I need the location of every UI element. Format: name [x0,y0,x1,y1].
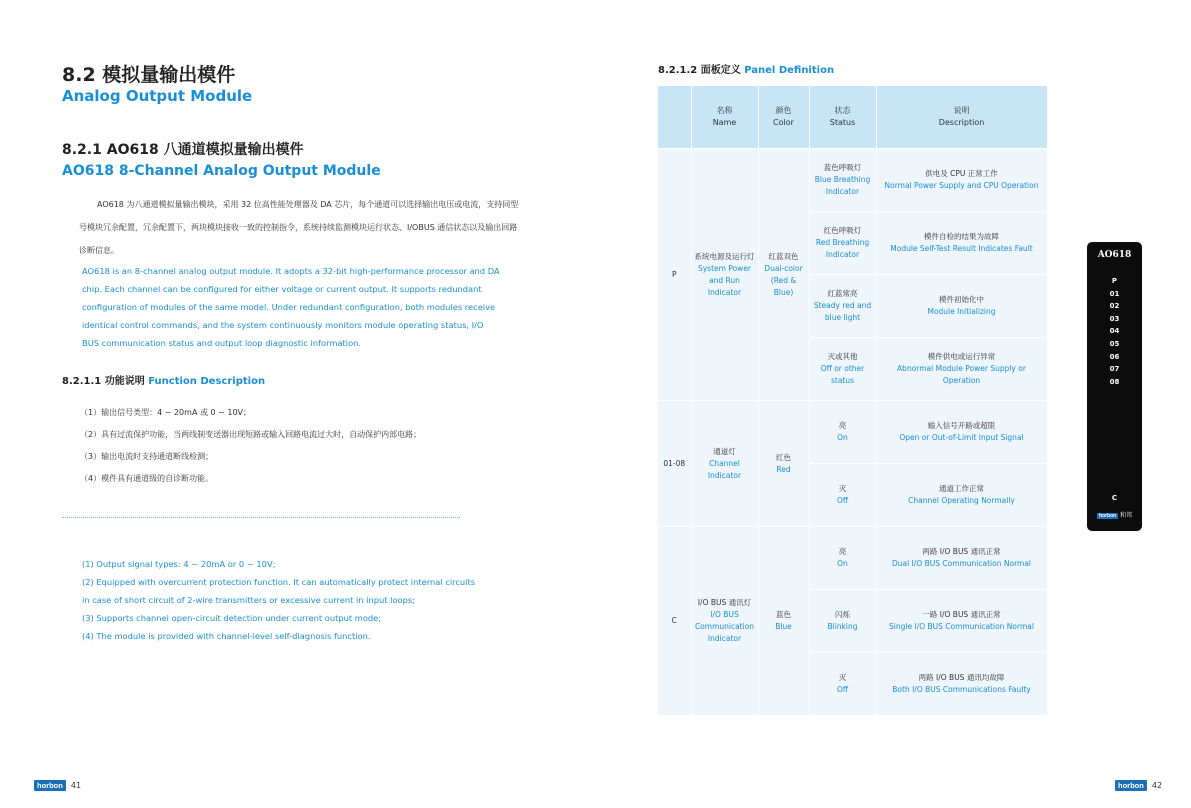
led-label: 01 [1109,289,1120,298]
cell-description: 模件自检的结果为故障 Module Self-Test Result Indicates Fault [876,212,1047,275]
cell-status: 灭 Off [809,464,876,527]
function-list-en [82,555,482,645]
panel-title-cn: 8.2.1.2 面板定义 [658,65,741,76]
led-label: 07 [1109,365,1120,374]
led-label: P [1111,277,1118,285]
function-heading-en: Function Description [148,376,266,387]
cell-status: 闪烁 Blinking [809,590,876,653]
cell-name: I/O BUS 通讯灯 I/O BUS Communication Indicator [691,527,758,716]
cell-name: 通道灯 Channel Indicator [691,401,758,527]
header-id [658,86,691,149]
cell-id: 01-08 [658,401,691,527]
cell-status: 灭或其他 Off or other status [809,338,876,401]
brand-logo: horbon [1115,780,1147,791]
list-item: （2）具有过流保护功能，当两线制变送器出现短路或输入回路电流过大时，自动保护内部电路； [80,430,422,439]
cell-id: P [658,149,691,401]
cell-description: 一路 I/O BUS 通讯正常 Single I/O BUS Communication Normal [876,590,1047,653]
list-item: （4）模件具有通道级的自诊断功能。 [80,474,214,483]
panel-title [658,61,834,76]
footer-right [1115,773,1162,792]
subsection-title-cn: 8.2.1 AO618 八通道模拟量输出模件 [62,142,304,158]
function-heading-cn: 8.2.1.1 功能说明 [62,376,145,387]
cell-color: 蓝色 Blue [758,527,809,716]
cell-description: 通道工作正常 Channel Operating Normally [876,464,1047,527]
cell-description: 模件初始化中 Module Initializing [876,275,1047,338]
cell-color: 红色 Red [758,401,809,527]
cell-status: 亮 On [809,401,876,464]
cell-description: 供电及 CPU 正常工作 Normal Power Supply and CPU Operation [876,149,1047,212]
led-label: 02 [1109,302,1120,311]
cell-description: 模件供电或运行异常 Abnormal Module Power Supply or Operation [876,338,1047,401]
cell-status: 红蓝常亮 Steady red and blue light [809,275,876,338]
cell-status: 蓝色呼吸灯 Blue Breathing Indicator [809,149,876,212]
page-number: 42 [1151,781,1163,790]
device-model-label: AO618 [1097,250,1132,260]
cell-description: 输入信号开路或超限 Open or Out-of-Limit Input Signal [876,401,1047,464]
led-label: 08 [1109,377,1120,386]
cell-status: 灭 Off [809,653,876,716]
table-row [658,401,1047,464]
table-row [658,149,1047,212]
table-row [658,527,1047,590]
function-heading [62,372,265,387]
panel-title-en: Panel Definition [744,65,835,76]
cell-status: 亮 On [809,527,876,590]
intro-paragraph-en: AO618 is an 8-channel analog output module. It adopts a 32-bit high-performance processor and DA chip. Each channel can be configured for either voltage or current output. It supports redundant configuration of modules of the same model. Under redundant configuration, both modules receive identical control commands, and the system continuously monitors module operating status, I/O BUS communication status and output loop diagnostic information. [82,266,500,348]
function-list-cn [80,402,421,490]
led-label: 04 [1109,327,1120,336]
cell-id: C [658,527,691,716]
cell-description: 两路 I/O BUS 通讯均故障 Both I/O BUS Communications Faulty [876,653,1047,716]
header-status: 状态 Status [809,86,876,149]
brand-logo: horbon [34,780,66,791]
footer-left [34,773,81,792]
header-color: 颜色 Color [758,86,809,149]
device-brand [1097,510,1132,519]
cell-status: 红色呼吸灯 Red Breathing Indicator [809,212,876,275]
cell-name: 系统电源及运行灯 System Power and Run Indicator [691,149,758,401]
table-header-row [658,86,1047,149]
list-item: (4) The module is provided with channel-level self-diagnosis function. [82,631,371,641]
led-label-list [1087,275,1142,388]
device-brand-cn: 和邦 [1120,512,1133,519]
panel-definition-table [658,86,1048,716]
list-item: (2) Equipped with overcurrent protection function. It can automatically protect internal circuits in case of short circuit of 2-wire transmitters or excessive current in input loops; [82,577,476,605]
page-number: 41 [70,781,82,790]
list-item: （3）输出电流时支持通道断线检测； [80,452,214,461]
subsection-title-en: AO618 8-Channel Analog Output Module [62,163,381,179]
device-brand-logo: horbon [1099,513,1117,519]
led-label-c: C [1111,494,1118,502]
list-item: (1) Output signal types: 4 ~ 20mA or 0 ~ 10V; [82,559,276,569]
section-title-en: Analog Output Module [62,87,253,105]
section-title-cn: 8.2 模拟量输出模件 [62,64,236,86]
list-item: （1）输出信号类型：4 ~ 20mA 或 0 ~ 10V； [80,408,252,417]
intro-paragraph-cn: AO618 为八通道模拟量输出模块，采用 32 位高性能处理器及 DA 芯片，每个通道可以选择输出电压或电流，支持同型号模块冗余配置，冗余配置下，两块模块接收一致的控制指令，系统持续监测模块运行状态、I/OBUS 通信状态以及输出回路诊断信息。 [79,200,519,255]
module-front-panel [1087,242,1142,531]
divider [62,517,460,518]
header-description: 说明 Description [876,86,1047,149]
led-label: 05 [1109,339,1120,348]
led-label: 06 [1109,352,1120,361]
cell-color: 红蓝双色 Dual-color (Red & Blue) [758,149,809,401]
led-label: 03 [1109,314,1120,323]
list-item: (3) Supports channel open-circuit detection under current output mode; [82,613,382,623]
cell-description: 两路 I/O BUS 通讯正常 Dual I/O BUS Communication Normal [876,527,1047,590]
header-name: 名称 Name [691,86,758,149]
